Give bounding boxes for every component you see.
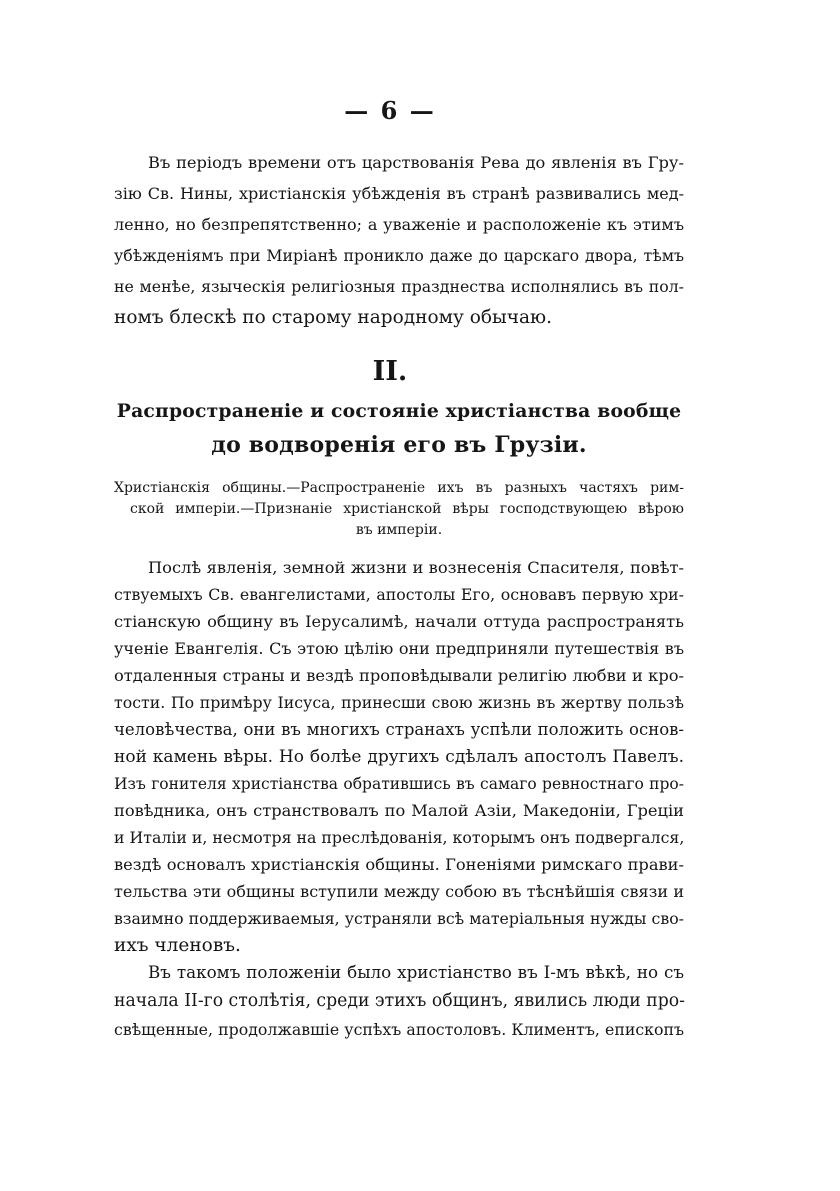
text-line: человѣчества, они въ многихъ странахъ успѣли положить основ- (114, 720, 684, 739)
chapter-summary-line: Христіанскія общины.—Распространеніе ихъ въ разныхъ частяхъ рим- (114, 480, 684, 496)
text-line: и Италіи и, несмотря на преслѣдованія, которымъ онъ подвергался, (114, 828, 685, 847)
chapter-title-line: Распространеніе и состояніе христіанства вообще (116, 400, 682, 422)
text-line: начала II-го столѣтія, среди этихъ общинъ, явились люди про- (114, 991, 685, 1011)
text-line: ихъ членовъ. (114, 935, 241, 956)
text-line: ленно, но безпрепятственно; а уваженіе и расположеніе къ этимъ (114, 215, 684, 234)
text-line: тости. По примѣру Іисуса, принесши свою жизнь въ жертву пользѣ (114, 693, 684, 712)
text-line: убѣжденіямъ при Миріанѣ проникло даже до царскаго двора, тѣмъ (114, 246, 684, 265)
text-line: повѣдника, онъ странствовалъ по Малой Азіи, Македоніи, Греціи (114, 801, 684, 820)
text-line: стіанскую общину въ Іерусалимѣ, начали оттуда распространять (114, 612, 684, 631)
text-line: ной камень вѣры. Но болѣе другихъ сдѣлалъ апостолъ Павелъ. (114, 747, 684, 767)
text-line: номъ блескѣ по старому народному обычаю. (114, 307, 553, 328)
text-line: вездѣ основалъ христіанскія общины. Гоненіями римскаго прави- (114, 855, 684, 874)
text-line: не менѣе, языческія религіозныя празднества исполнялись въ пол- (114, 277, 684, 296)
text-line: зію Св. Нины, христіанскія убѣжденія въ странѣ развивались мед- (114, 184, 684, 203)
text-line: взаимно поддерживаемыя, устраняли всѣ матеріальныя нужды сво- (114, 909, 684, 928)
text-line: ученіе Евангелія. Съ этою цѣлію они предприняли путешествія въ (114, 639, 684, 658)
text-line: отдаленныя страны и вездѣ проповѣдывали религію любви и кро- (114, 666, 684, 685)
chapter-summary-line: ской имперіи.—Признаніе христіанской вѣры господствующею вѣрою (130, 501, 684, 517)
text-line: Изъ гонителя христіанства обратившись въ самаго ревностнаго про- (114, 775, 684, 793)
chapter-number: II. (372, 356, 408, 387)
chapter-title-line: до водворенія его въ Грузіи. (211, 432, 587, 458)
text-line: тельства эти общины вступили между собою въ тѣснѣйшія связи и (114, 882, 684, 901)
text-line: Послѣ явленія, земной жизни и вознесенія Спасителя, повѣт- (148, 558, 684, 577)
text-line: свѣщенные, продолжавшіе успѣхъ апостоловъ. Климентъ, епископъ (114, 1020, 684, 1039)
text-line: Въ такомъ положеніи было христіанство въ I-мъ вѣкѣ, но съ (148, 962, 684, 982)
text-line: ствуемыхъ Св. евангелистами, апостолы Его, основавъ первую хри- (114, 585, 684, 604)
page-number-header: — 6 — (344, 96, 436, 125)
text-line: Въ періодъ времени отъ царствованія Рева до явленія въ Гру- (148, 153, 684, 172)
chapter-summary-line: въ имперіи. (355, 522, 443, 538)
